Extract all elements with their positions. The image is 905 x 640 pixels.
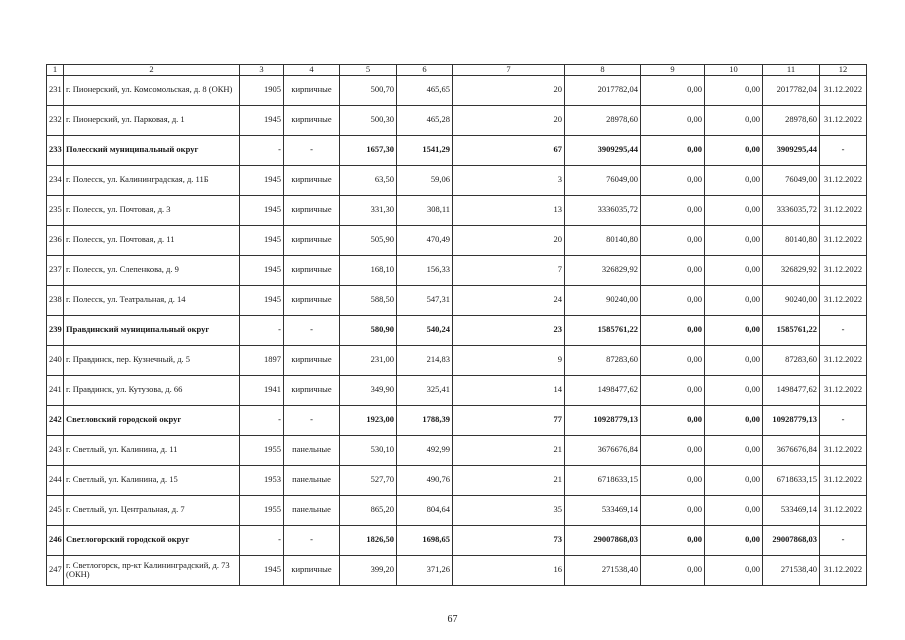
address-cell: Полесский муниципальный округ (64, 135, 240, 165)
total-cost-cell: 10928779,13 (565, 405, 641, 435)
fund-cost-cell: 0,00 (641, 285, 705, 315)
residents-count-cell: 9 (453, 345, 565, 375)
budget-cost-cell: 0,00 (705, 345, 763, 375)
fund-cost-cell: 0,00 (641, 465, 705, 495)
deadline-cell: - (820, 135, 867, 165)
living-area-cell: 1788,39 (397, 405, 453, 435)
fund-cost-cell: 0,00 (641, 195, 705, 225)
fund-cost-cell: 0,00 (641, 225, 705, 255)
total-area-cell: 349,90 (340, 375, 397, 405)
year-cell: - (240, 135, 284, 165)
address-cell: г. Полесск, ул. Театральная, д. 14 (64, 285, 240, 315)
deadline-cell: 31.12.2022 (820, 255, 867, 285)
fund-cost-cell: 0,00 (641, 315, 705, 345)
column-number-8: 8 (565, 65, 641, 76)
wall-material-cell: кирпичные (284, 75, 340, 105)
deadline-cell: 31.12.2022 (820, 165, 867, 195)
residents-count-cell: 21 (453, 435, 565, 465)
year-cell: - (240, 315, 284, 345)
total-cost-cell: 2017782,04 (565, 75, 641, 105)
budget-cost-cell: 0,00 (705, 285, 763, 315)
table-row (47, 75, 867, 105)
budget-cost-cell: 0,00 (705, 465, 763, 495)
wall-material-cell: - (284, 525, 340, 555)
residents-count-cell: 73 (453, 525, 565, 555)
district-subtotal-row (47, 405, 867, 435)
living-area-cell: 59,06 (397, 165, 453, 195)
total-cost-cell: 533469,14 (565, 495, 641, 525)
year-cell: 1945 (240, 555, 284, 585)
address-cell: Светловский городской округ (64, 405, 240, 435)
living-area-cell: 465,28 (397, 105, 453, 135)
address-cell: г. Пионерский, ул. Комсомольская, д. 8 (ОКН) (64, 75, 240, 105)
budget-cost-cell: 0,00 (705, 405, 763, 435)
year-cell: 1945 (240, 255, 284, 285)
total-area-cell: 527,70 (340, 465, 397, 495)
owners-cost-cell: 28978,60 (763, 105, 820, 135)
year-cell: 1905 (240, 75, 284, 105)
address-cell: г. Светлый, ул. Калинина, д. 15 (64, 465, 240, 495)
fund-cost-cell: 0,00 (641, 435, 705, 465)
page-number: 67 (447, 614, 458, 625)
column-number-1: 1 (47, 65, 64, 76)
total-area-cell: 580,90 (340, 315, 397, 345)
table-row (47, 285, 867, 315)
year-cell: 1945 (240, 195, 284, 225)
address-cell: г. Полесск, ул. Почтовая, д. 3 (64, 195, 240, 225)
living-area-cell: 325,41 (397, 375, 453, 405)
wall-material-cell: - (284, 315, 340, 345)
deadline-cell: 31.12.2022 (820, 465, 867, 495)
address-cell: г. Правдинск, пер. Кузнечный, д. 5 (64, 345, 240, 375)
wall-material-cell: кирпичные (284, 255, 340, 285)
fund-cost-cell: 0,00 (641, 555, 705, 585)
year-cell: 1953 (240, 465, 284, 495)
budget-cost-cell: 0,00 (705, 435, 763, 465)
living-area-cell: 156,33 (397, 255, 453, 285)
total-area-cell: 500,70 (340, 75, 397, 105)
total-cost-cell: 87283,60 (565, 345, 641, 375)
budget-cost-cell: 0,00 (705, 225, 763, 255)
budget-cost-cell: 0,00 (705, 495, 763, 525)
column-number-4: 4 (284, 65, 340, 76)
total-cost-cell: 90240,00 (565, 285, 641, 315)
district-subtotal-row (47, 135, 867, 165)
address-cell: г. Полесск, ул. Калининградская, д. 11Б (64, 165, 240, 195)
total-cost-cell: 271538,40 (565, 555, 641, 585)
owners-cost-cell: 271538,40 (763, 555, 820, 585)
total-cost-cell: 3909295,44 (565, 135, 641, 165)
residents-count-cell: 20 (453, 225, 565, 255)
deadline-cell: 31.12.2022 (820, 225, 867, 255)
total-area-cell: 588,50 (340, 285, 397, 315)
row-number: 244 (47, 465, 64, 495)
table-row (47, 225, 867, 255)
column-number-7: 7 (453, 65, 565, 76)
row-number: 243 (47, 435, 64, 465)
total-area-cell: 399,20 (340, 555, 397, 585)
total-cost-cell: 1585761,22 (565, 315, 641, 345)
wall-material-cell: кирпичные (284, 165, 340, 195)
total-cost-cell: 1498477,62 (565, 375, 641, 405)
residents-count-cell: 24 (453, 285, 565, 315)
row-number: 238 (47, 285, 64, 315)
deadline-cell: 31.12.2022 (820, 495, 867, 525)
wall-material-cell: панельные (284, 435, 340, 465)
row-number: 246 (47, 525, 64, 555)
address-cell: г. Полесск, ул. Почтовая, д. 11 (64, 225, 240, 255)
table-row (47, 165, 867, 195)
table-row (47, 495, 867, 525)
deadline-cell: 31.12.2022 (820, 555, 867, 585)
budget-cost-cell: 0,00 (705, 375, 763, 405)
year-cell: 1945 (240, 165, 284, 195)
living-area-cell: 492,99 (397, 435, 453, 465)
deadline-cell: - (820, 405, 867, 435)
table-row (47, 375, 867, 405)
living-area-cell: 214,83 (397, 345, 453, 375)
wall-material-cell: кирпичные (284, 555, 340, 585)
row-number: 239 (47, 315, 64, 345)
living-area-cell: 804,64 (397, 495, 453, 525)
year-cell: 1897 (240, 345, 284, 375)
address-cell: Правдинский муниципальный округ (64, 315, 240, 345)
table-row (47, 555, 867, 585)
address-cell: г. Правдинск, ул. Кутузова, д. 66 (64, 375, 240, 405)
budget-cost-cell: 0,00 (705, 255, 763, 285)
residents-count-cell: 14 (453, 375, 565, 405)
table-row (47, 465, 867, 495)
row-number: 232 (47, 105, 64, 135)
deadline-cell: - (820, 525, 867, 555)
residents-count-cell: 16 (453, 555, 565, 585)
total-area-cell: 1826,50 (340, 525, 397, 555)
year-cell: 1945 (240, 105, 284, 135)
year-cell: 1941 (240, 375, 284, 405)
budget-cost-cell: 0,00 (705, 75, 763, 105)
address-cell: г. Полесск, ул. Слепенкова, д. 9 (64, 255, 240, 285)
owners-cost-cell: 90240,00 (763, 285, 820, 315)
total-area-cell: 231,00 (340, 345, 397, 375)
wall-material-cell: - (284, 405, 340, 435)
total-area-cell: 1923,00 (340, 405, 397, 435)
address-cell: г. Светлый, ул. Центральная, д. 7 (64, 495, 240, 525)
row-number: 236 (47, 225, 64, 255)
column-number-11: 11 (763, 65, 820, 76)
total-area-cell: 331,30 (340, 195, 397, 225)
fund-cost-cell: 0,00 (641, 345, 705, 375)
owners-cost-cell: 29007868,03 (763, 525, 820, 555)
address-cell: г. Светлогорск, пр-кт Калининградский, д. 73 (ОКН) (64, 555, 240, 585)
row-number: 233 (47, 135, 64, 165)
owners-cost-cell: 326829,92 (763, 255, 820, 285)
wall-material-cell: кирпичные (284, 195, 340, 225)
address-cell: г. Пионерский, ул. Парковая, д. 1 (64, 105, 240, 135)
total-area-cell: 1657,30 (340, 135, 397, 165)
year-cell: - (240, 525, 284, 555)
address-cell: г. Светлый, ул. Калинина, д. 11 (64, 435, 240, 465)
row-number: 231 (47, 75, 64, 105)
wall-material-cell: - (284, 135, 340, 165)
owners-cost-cell: 2017782,04 (763, 75, 820, 105)
owners-cost-cell: 87283,60 (763, 345, 820, 375)
budget-cost-cell: 0,00 (705, 525, 763, 555)
budget-cost-cell: 0,00 (705, 165, 763, 195)
total-area-cell: 500,30 (340, 105, 397, 135)
total-cost-cell: 29007868,03 (565, 525, 641, 555)
row-number: 245 (47, 495, 64, 525)
living-area-cell: 490,76 (397, 465, 453, 495)
residents-count-cell: 7 (453, 255, 565, 285)
column-number-6: 6 (397, 65, 453, 76)
living-area-cell: 547,31 (397, 285, 453, 315)
deadline-cell: 31.12.2022 (820, 345, 867, 375)
wall-material-cell: кирпичные (284, 375, 340, 405)
column-number-9: 9 (641, 65, 705, 76)
residents-count-cell: 35 (453, 495, 565, 525)
residents-count-cell: 3 (453, 165, 565, 195)
residents-count-cell: 13 (453, 195, 565, 225)
wall-material-cell: кирпичные (284, 345, 340, 375)
deadline-cell: 31.12.2022 (820, 75, 867, 105)
wall-material-cell: кирпичные (284, 225, 340, 255)
row-number: 240 (47, 345, 64, 375)
owners-cost-cell: 10928779,13 (763, 405, 820, 435)
living-area-cell: 1698,65 (397, 525, 453, 555)
deadline-cell: 31.12.2022 (820, 375, 867, 405)
column-number-2: 2 (64, 65, 240, 76)
district-subtotal-row (47, 315, 867, 345)
table-row (47, 195, 867, 225)
total-cost-cell: 326829,92 (565, 255, 641, 285)
total-cost-cell: 6718633,15 (565, 465, 641, 495)
total-area-cell: 530,10 (340, 435, 397, 465)
table-row (47, 435, 867, 465)
fund-cost-cell: 0,00 (641, 495, 705, 525)
year-cell: 1955 (240, 435, 284, 465)
row-number: 235 (47, 195, 64, 225)
living-area-cell: 1541,29 (397, 135, 453, 165)
row-number: 247 (47, 555, 64, 585)
living-area-cell: 465,65 (397, 75, 453, 105)
residents-count-cell: 20 (453, 105, 565, 135)
housing-register-table (46, 64, 867, 586)
year-cell: - (240, 405, 284, 435)
total-area-cell: 865,20 (340, 495, 397, 525)
year-cell: 1945 (240, 285, 284, 315)
fund-cost-cell: 0,00 (641, 255, 705, 285)
total-cost-cell: 28978,60 (565, 105, 641, 135)
wall-material-cell: кирпичные (284, 105, 340, 135)
column-number-3: 3 (240, 65, 284, 76)
fund-cost-cell: 0,00 (641, 165, 705, 195)
year-cell: 1955 (240, 495, 284, 525)
deadline-cell: 31.12.2022 (820, 195, 867, 225)
row-number: 234 (47, 165, 64, 195)
row-number: 242 (47, 405, 64, 435)
deadline-cell: 31.12.2022 (820, 285, 867, 315)
owners-cost-cell: 1498477,62 (763, 375, 820, 405)
total-area-cell: 168,10 (340, 255, 397, 285)
table-row (47, 345, 867, 375)
owners-cost-cell: 3676676,84 (763, 435, 820, 465)
owners-cost-cell: 533469,14 (763, 495, 820, 525)
total-cost-cell: 3336035,72 (565, 195, 641, 225)
total-area-cell: 505,90 (340, 225, 397, 255)
address-cell: Светлогорский городской округ (64, 525, 240, 555)
residents-count-cell: 20 (453, 75, 565, 105)
fund-cost-cell: 0,00 (641, 405, 705, 435)
owners-cost-cell: 80140,80 (763, 225, 820, 255)
deadline-cell: 31.12.2022 (820, 435, 867, 465)
fund-cost-cell: 0,00 (641, 75, 705, 105)
owners-cost-cell: 76049,00 (763, 165, 820, 195)
total-area-cell: 63,50 (340, 165, 397, 195)
total-cost-cell: 3676676,84 (565, 435, 641, 465)
deadline-cell: 31.12.2022 (820, 105, 867, 135)
table-row (47, 255, 867, 285)
column-number-5: 5 (340, 65, 397, 76)
residents-count-cell: 67 (453, 135, 565, 165)
table-row (47, 105, 867, 135)
owners-cost-cell: 6718633,15 (763, 465, 820, 495)
wall-material-cell: кирпичные (284, 285, 340, 315)
total-cost-cell: 76049,00 (565, 165, 641, 195)
wall-material-cell: панельные (284, 465, 340, 495)
fund-cost-cell: 0,00 (641, 135, 705, 165)
budget-cost-cell: 0,00 (705, 135, 763, 165)
living-area-cell: 470,49 (397, 225, 453, 255)
budget-cost-cell: 0,00 (705, 555, 763, 585)
column-number-10: 10 (705, 65, 763, 76)
living-area-cell: 371,26 (397, 555, 453, 585)
residents-count-cell: 21 (453, 465, 565, 495)
deadline-cell: - (820, 315, 867, 345)
residents-count-cell: 77 (453, 405, 565, 435)
fund-cost-cell: 0,00 (641, 375, 705, 405)
column-number-12: 12 (820, 65, 867, 76)
budget-cost-cell: 0,00 (705, 105, 763, 135)
district-subtotal-row (47, 525, 867, 555)
living-area-cell: 308,11 (397, 195, 453, 225)
budget-cost-cell: 0,00 (705, 315, 763, 345)
residents-count-cell: 23 (453, 315, 565, 345)
owners-cost-cell: 1585761,22 (763, 315, 820, 345)
owners-cost-cell: 3336035,72 (763, 195, 820, 225)
column-number-row (47, 65, 867, 76)
fund-cost-cell: 0,00 (641, 105, 705, 135)
fund-cost-cell: 0,00 (641, 525, 705, 555)
living-area-cell: 540,24 (397, 315, 453, 345)
total-cost-cell: 80140,80 (565, 225, 641, 255)
year-cell: 1945 (240, 225, 284, 255)
row-number: 237 (47, 255, 64, 285)
budget-cost-cell: 0,00 (705, 195, 763, 225)
row-number: 241 (47, 375, 64, 405)
owners-cost-cell: 3909295,44 (763, 135, 820, 165)
wall-material-cell: панельные (284, 495, 340, 525)
